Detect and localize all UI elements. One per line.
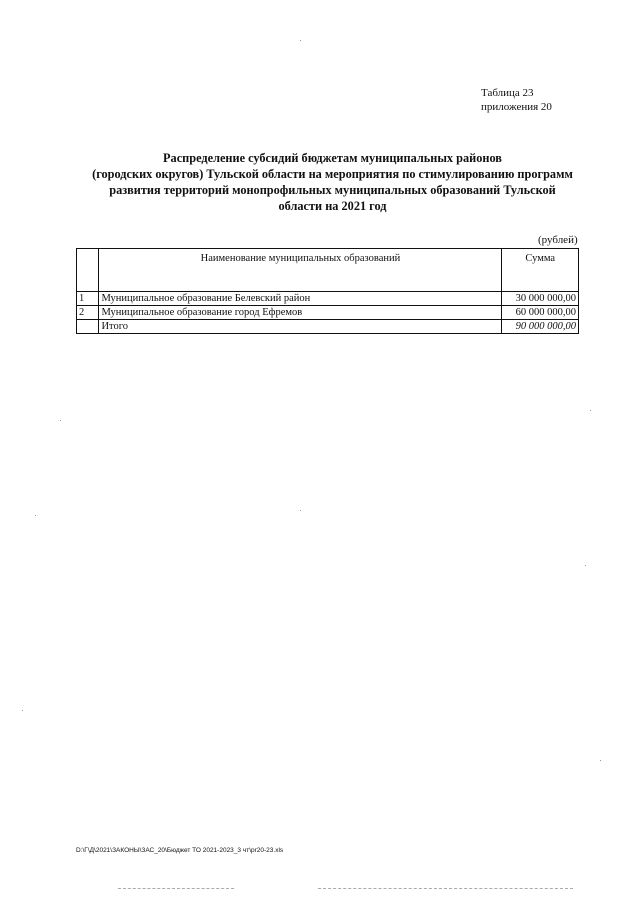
total-amount: 90 000 000,00 [502,320,579,334]
title-line-2: (городских округов) Тульской области на мероприятия по стимулированию программ [92,167,573,181]
scan-speck [35,515,36,516]
total-row [77,320,579,334]
scan-speck [300,40,301,41]
municipality-name: Муниципальное образование Белевский район [99,292,502,306]
document-title [70,150,595,214]
table-row [77,292,579,306]
subsidy-amount: 30 000 000,00 [502,292,579,306]
appendix-number: приложения 20 [481,101,552,113]
number-column-header [77,249,99,292]
scan-speck [22,710,23,711]
table-number: Таблица 23 [481,87,534,99]
file-path-footer: D:\Г\Д\2021\ЗАКОНЫ\ЗАС_20\Бюджет ТО 2021-2023_3 чт\pr20-23.xls [76,847,284,854]
table-row [77,306,579,320]
scan-speck [300,510,301,511]
currency-unit: (рублей) [538,234,578,246]
table-header-row [77,249,579,292]
subsidy-table [76,248,579,334]
total-number-cell [77,320,99,334]
title-line-4: области на 2021 год [278,199,387,213]
scan-artifact-line [318,888,573,889]
scan-speck [600,760,601,761]
subsidy-amount: 60 000 000,00 [502,306,579,320]
sum-column-header: Сумма [502,249,579,292]
municipality-name: Муниципальное образование город Ефремов [99,306,502,320]
scan-artifact-line [118,888,234,889]
table-reference [481,86,552,114]
scan-speck [585,565,586,566]
name-column-header: Наименование муниципальных образований [99,249,502,292]
row-number: 2 [77,306,99,320]
title-line-1: Распределение субсидий бюджетам муниципальных районов [163,151,502,165]
row-number: 1 [77,292,99,306]
scan-speck [590,410,591,411]
scan-speck [60,420,61,421]
total-label: Итого [99,320,502,334]
title-line-3: развития территорий монопрофильных муниципальных образований Тульской [109,183,556,197]
